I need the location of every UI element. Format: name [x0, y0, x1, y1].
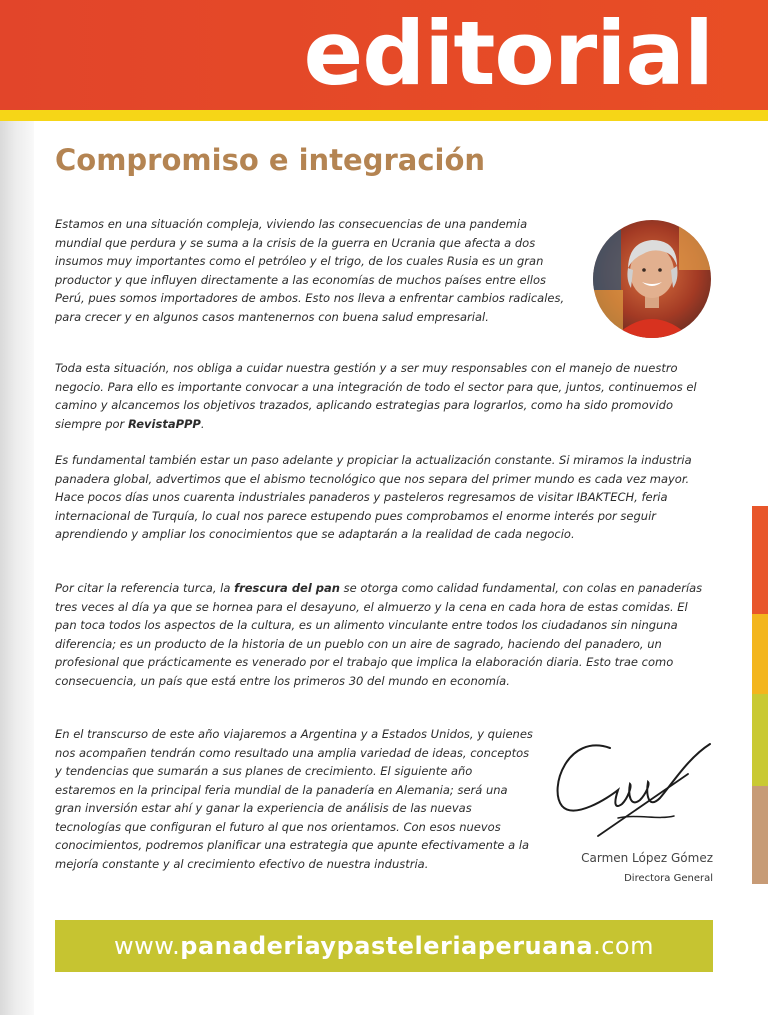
header-band — [0, 0, 768, 110]
article-title: Compromiso e integración — [55, 143, 486, 177]
url-domain: panaderiaypasteleriaperuana — [180, 932, 594, 960]
header-stripe — [0, 110, 768, 121]
page-gutter-shadow — [0, 0, 34, 1015]
paragraph-4-start: Por citar la referencia turca, la — [55, 581, 235, 595]
section-heading: editorial — [303, 2, 713, 105]
brand-name: RevistaPPP — [127, 416, 201, 431]
side-bar-segment — [752, 694, 768, 786]
paragraph-2 — [55, 359, 705, 433]
highlight-phrase: frescura del pan — [234, 581, 340, 595]
paragraph-4-rest: se otorga como calidad fundamental, con colas en panaderías tres veces al día ya que se hornea para el desayuno, el almuerzo y la cena en cada hora de estas comidas. El pan toca todos los aspectos de la cultura, es un alimento vinculante entre todos los ciudadanos sin ninguna diferencia; es un producto de la historia de un pueblo con un aire de sagrado, haciendo del panadero, un profesional que prácticamente es venerado por el trabajo que implica la elaboración diaria. Esto trae como consecuencia, un país que está entre los primeros 30 del mundo en economía. — [55, 581, 703, 688]
paragraph-1: Estamos en una situación compleja, viviendo las consecuencias de una pandemia mundial que perdura y se suma a la crisis de la guerra en Ucrania que afecta a dos insumos muy importantes como el petróleo y el trigo, de los cuales Rusia es un gran productor y que influyen directamente a las economías de muchos países entre ellos Perú, pues somos importadores de ambos. Esto nos lleva a enfrentar cambios radicales, para crecer y en algunos casos mantenernos con buena salud empresarial. — [55, 217, 565, 324]
website-banner[interactable] — [55, 920, 713, 972]
paragraph-3: Es fundamental también estar un paso adelante y propiciar la actualización constante. Si miramos la industria panadera global, advertimos que el abismo tecnológico que nos separa del primer mundo es cada vez mayor. Hace pocos días unos cuarenta industriales panaderos y pasteleros regresamos de visitar IBAKTECH, feria internacional de Turquía, lo cual nos parece estupendo pues comprobamos el enorme interés por seguir aprendiendo y ampliar los conocimientos que se adaptarán a la realidad de cada negocio. — [55, 453, 692, 541]
signer-role: Directora General — [624, 873, 713, 884]
paragraph-2-text: Toda esta situación, nos obliga a cuidar nuestra gestión y a ser muy responsables con el manejo de nuestro negocio. Para ello es importante convocar a una integración de todo el sector para que, juntos, continuemos el camino y alcancemos los objetivos trazados, aplicando estrategias para lograrlos, como ha sido promovido siempre por — [55, 361, 697, 431]
side-bar-segment — [752, 786, 768, 884]
paragraph-2-end: . — [200, 416, 205, 431]
portrait-photo — [593, 220, 711, 338]
signature-graphic — [548, 728, 718, 846]
signer-name: Carmen López Gómez — [581, 851, 713, 865]
color-side-bar — [752, 506, 768, 884]
paragraph-4 — [55, 579, 705, 690]
handwritten-signature — [548, 728, 718, 846]
url-suffix: .com — [593, 932, 654, 960]
side-bar-segment — [752, 506, 768, 614]
paragraph-5: En el transcurso de este año viajaremos a Argentina y a Estados Unidos, y quienes nos acompañen tendrán como resultado una amplia variedad de ideas, conceptos y tendencias que sumarán a sus planes de crecimiento. El siguiente año estaremos en la principal feria mundial de la panadería en Alemania; será una gran inversión estar ahí y ganar la experiencia de análisis de las nuevas tecnologías que configuran el futuro al que nos orientamos. Con esos nuevos conocimientos, podremos planificar una estrategia que apunte efectivamente a la mejoría constante y al crecimiento efectivo de nuestra industria. — [55, 727, 533, 871]
author-portrait — [593, 220, 711, 338]
side-bar-segment — [752, 614, 768, 694]
url-prefix: www. — [113, 932, 181, 960]
